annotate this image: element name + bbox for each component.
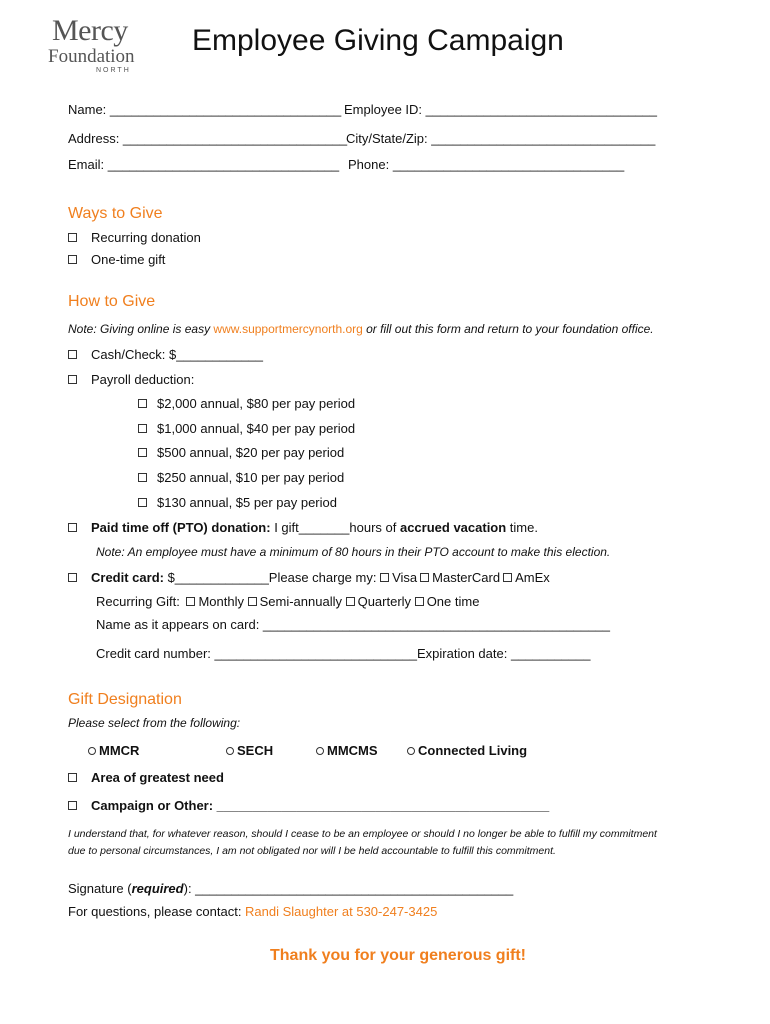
designation-option-mmcms[interactable] [316,743,378,758]
semi-annually-label: Semi-annually [259,594,342,609]
amex-checkbox[interactable] [503,573,512,582]
checkbox[interactable] [68,233,77,242]
recurring-gift-label: Recurring Gift: [96,594,180,609]
payroll-option[interactable] [138,445,344,460]
disclaimer-line-1: I understand that, for whatever reason, should I cease to be an employee or should I no longer be able to fulfill my commitment [68,828,657,840]
credit-amount-text: $_____________Please charge my: [163,570,381,585]
radio-button[interactable] [407,747,415,755]
one-time-gift-option[interactable] [68,252,165,267]
designation-label: MMCMS [327,743,378,758]
one-time-checkbox[interactable] [415,597,424,606]
online-note [68,322,654,336]
radio-button[interactable] [226,747,234,755]
contact-label: For questions, please contact: [68,904,246,919]
checkbox[interactable] [68,350,77,359]
pto-bold-text: accrued vacation [399,520,507,535]
designation-prompt: Please select from the following: [68,716,241,730]
note-text: Note: Giving online is easy [68,322,214,336]
credit-card-option[interactable] [68,570,550,585]
gift-designation-heading: Gift Designation [68,691,182,708]
checkbox[interactable] [68,523,77,532]
required-label: required [131,881,184,896]
pto-text-end: time. [506,520,538,535]
checkbox[interactable] [68,801,77,810]
cash-check-label: Cash/Check: $____________ [91,347,264,362]
quarterly-checkbox[interactable] [346,597,355,606]
payroll-deduction-option[interactable] [68,372,194,387]
designation-option-sech[interactable] [226,743,273,758]
pto-text: I gift_______hours of [270,520,400,535]
designation-label: SECH [237,743,274,758]
recurring-gift-row [96,594,479,609]
checkbox[interactable] [138,448,147,457]
payroll-option-label: $2,000 annual, $80 per pay period [157,396,356,411]
checkbox[interactable] [138,473,147,482]
payroll-label: Payroll deduction: [91,372,195,387]
radio-button[interactable] [316,747,324,755]
mastercard-checkbox[interactable] [420,573,429,582]
checkbox[interactable] [68,773,77,782]
payroll-option[interactable] [138,421,355,436]
campaign-or-other-option[interactable] [68,798,549,813]
contact-name: Randi Slaughter at 530-247-3425 [245,904,438,919]
pto-donation-option[interactable] [68,520,538,535]
signature-line: ): ____________________________________________ [183,881,514,896]
visa-label: Visa [392,570,418,585]
how-to-give-heading: How to Give [68,293,156,310]
amex-label: AmEx [515,570,550,585]
logo-foundation: Foundation [48,46,135,67]
one-time-label: One-time gift [91,252,166,267]
designation-label: Connected Living [418,743,528,758]
checkbox[interactable] [138,498,147,507]
note-text-end: or fill out this form and return to your foundation office. [362,322,654,336]
pto-note: Note: An employee must have a minimum of 80 hours in their PTO account to make this election. [96,545,611,559]
contact-line [68,904,437,919]
signature-field[interactable] [68,881,513,896]
logo-north: NORTH [96,67,131,74]
city-state-zip-field[interactable]: City/State/Zip: _______________________________ [346,131,656,146]
email-field[interactable]: Email: ________________________________ [68,157,340,172]
disclaimer-line-2: due to personal circumstances, I am not obligated nor will I be held accountable to fulfill this commitment. [68,845,556,857]
checkbox[interactable] [68,255,77,264]
name-on-card-field[interactable]: Name as it appears on card: ________________________________________________ [96,617,610,632]
logo-mercy: Mercy [52,14,128,47]
expiration-date-field[interactable]: Expiration date: ___________ [417,646,591,661]
checkbox[interactable] [68,375,77,384]
payroll-option-label: $130 annual, $5 per pay period [157,495,337,510]
checkbox[interactable] [68,573,77,582]
website-link[interactable]: www.supportmercynorth.org [213,322,363,336]
monthly-checkbox[interactable] [186,597,195,606]
thank-you-message: Thank you for your generous gift! [270,947,527,964]
designation-option-mmcr[interactable] [88,743,139,758]
recurring-donation-option[interactable] [68,230,201,245]
phone-field[interactable]: Phone: ________________________________ [348,157,625,172]
checkbox[interactable] [138,399,147,408]
employee-id-field[interactable]: Employee ID: ________________________________ [344,102,658,117]
campaign-label: Campaign or Other: ______________________________________________ [91,798,550,813]
payroll-option[interactable] [138,470,344,485]
recurring-label: Recurring donation [91,230,201,245]
visa-checkbox[interactable] [380,573,389,582]
signature-label: Signature ( [68,881,132,896]
credit-card-label: Credit card: [91,570,164,585]
checkbox[interactable] [138,424,147,433]
pto-label: Paid time off (PTO) donation: [91,520,271,535]
address-field[interactable]: Address: _______________________________ [68,131,348,146]
payroll-option-label: $250 annual, $10 per pay period [157,470,345,485]
one-time-label: One time [426,594,480,609]
radio-button[interactable] [88,747,96,755]
payroll-option-label: $1,000 annual, $40 per pay period [157,421,356,436]
area-of-greatest-need-option[interactable] [68,770,224,785]
page-title: Employee Giving Campaign [192,24,564,57]
area-label: Area of greatest need [91,770,224,785]
ways-to-give-heading: Ways to Give [68,205,163,222]
payroll-option[interactable] [138,396,355,411]
card-number-field[interactable]: Credit card number: ____________________________ [96,646,417,661]
mastercard-label: MasterCard [432,570,501,585]
quarterly-label: Quarterly [357,594,412,609]
payroll-option[interactable] [138,495,337,510]
designation-option-connected-living[interactable] [407,743,527,758]
designation-label: MMCR [99,743,140,758]
payroll-option-label: $500 annual, $20 per pay period [157,445,345,460]
cash-check-option[interactable] [68,347,263,362]
name-field[interactable]: Name: ________________________________ [68,102,342,117]
monthly-label: Monthly [198,594,244,609]
semi-annually-checkbox[interactable] [248,597,257,606]
